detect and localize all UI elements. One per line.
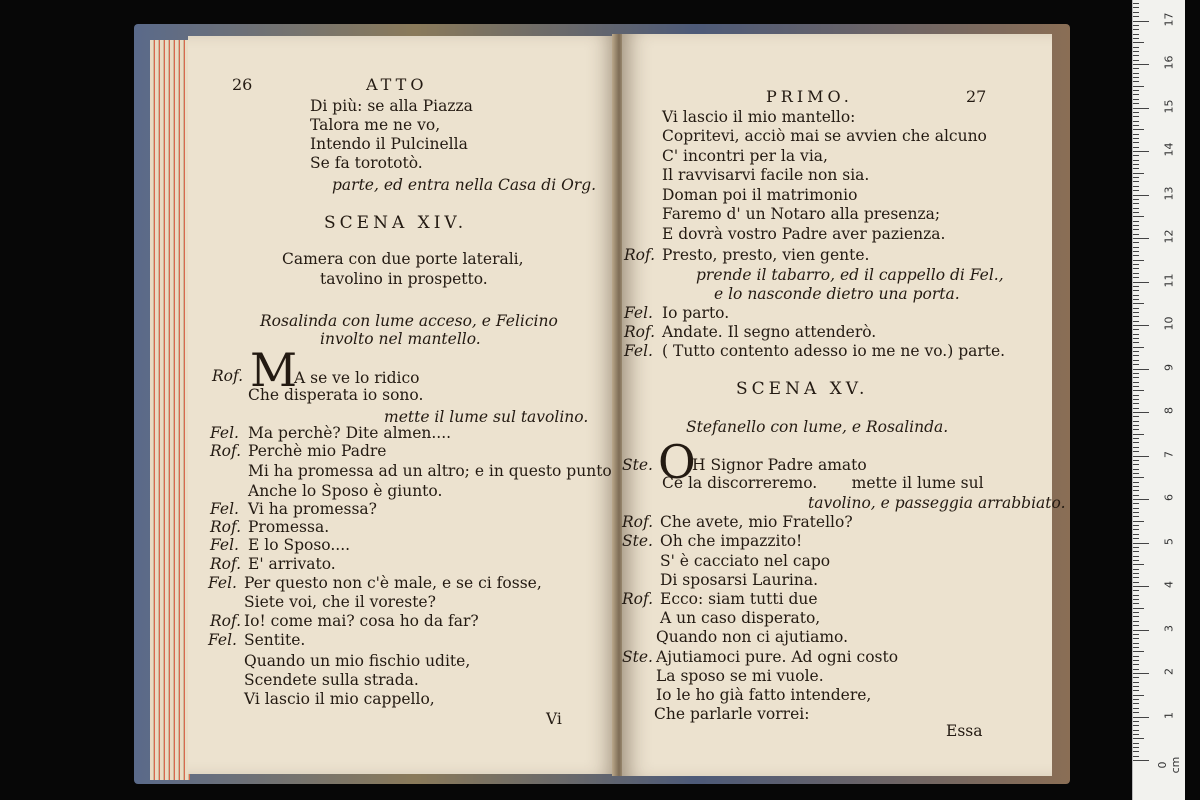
ruler-tick (1133, 560, 1139, 561)
ruler-tick (1133, 334, 1139, 335)
ruler-tick (1133, 690, 1139, 691)
right-page (622, 34, 1066, 776)
speaker: Ste. (622, 648, 653, 666)
ruler-tick (1133, 60, 1139, 61)
dialogue-line: Oh che impazzito! (660, 532, 803, 550)
characters-line: Stefanello con lume, e Rosalinda. (686, 418, 949, 436)
ruler-tick (1133, 377, 1139, 378)
ruler-tick (1133, 347, 1144, 348)
verse-line: E dovrà vostro Padre aver pazienza. (662, 225, 946, 243)
dialogue-line: Scendete sulla strada. (244, 671, 419, 689)
ruler-tick (1133, 695, 1144, 696)
ruler-label: 9 (1162, 363, 1176, 371)
scene-title: SCENA XIV. (324, 213, 468, 233)
ruler-tick (1133, 151, 1149, 152)
dialogue-line: Quando un mio fischio udite, (244, 652, 471, 670)
ruler-tick (1133, 543, 1149, 544)
ruler-tick (1133, 68, 1139, 69)
ruler-tick (1133, 416, 1139, 417)
verse-line: Copritevi, acciò mai se avvien che alcuno (662, 127, 987, 145)
left-page (188, 36, 616, 774)
running-head: ATTO (366, 75, 428, 94)
ruler-tick (1133, 268, 1139, 269)
verse-line: Di più: se alla Piazza (310, 97, 473, 115)
ruler-tick (1133, 612, 1139, 613)
ruler-tick (1133, 477, 1144, 478)
characters-line: Rosalinda con lume acceso, e Felicino (260, 312, 558, 330)
ruler-tick (1133, 229, 1139, 230)
ruler-tick (1133, 534, 1139, 535)
ruler-tick (1133, 482, 1139, 483)
ruler-tick (1133, 116, 1139, 117)
ruler-label: 7 (1162, 450, 1176, 458)
dialogue-line: Ecco: siam tutti due (660, 590, 818, 608)
ruler-tick (1133, 634, 1139, 635)
ruler-label: 16 (1162, 55, 1176, 70)
ruler-tick (1133, 42, 1144, 43)
drop-cap: M (250, 343, 298, 397)
ruler-tick (1133, 434, 1144, 435)
ruler-tick (1133, 212, 1139, 213)
ruler-tick (1133, 77, 1139, 78)
characters-line: involto nel mantello. (320, 330, 481, 348)
ruler-label: 1 (1162, 711, 1176, 719)
ruler-label: 4 (1162, 581, 1176, 588)
ruler-tick (1133, 490, 1139, 491)
ruler-tick (1133, 551, 1139, 552)
ruler-tick (1133, 721, 1139, 722)
ruler-tick (1133, 743, 1139, 744)
ruler-tick (1133, 630, 1149, 631)
ruler-tick (1133, 603, 1139, 604)
ruler-label: 0 cm (1156, 756, 1182, 774)
ruler-tick (1133, 199, 1139, 200)
drop-cap: O (658, 435, 696, 489)
ruler-tick (1133, 81, 1139, 82)
dialogue-line: Vi ha promessa? (248, 500, 377, 518)
ruler-tick (1133, 529, 1139, 530)
ruler-tick (1133, 651, 1144, 652)
ruler-tick (1133, 351, 1139, 352)
ruler-tick (1133, 3, 1139, 4)
ruler-label: 15 (1162, 99, 1176, 113)
ruler-tick (1133, 7, 1139, 8)
stage-direction: e lo nasconde dietro una porta. (714, 285, 960, 303)
dialogue-line: Che avete, mio Fratello? (660, 513, 853, 531)
ruler-tick (1133, 564, 1144, 565)
ruler-tick (1133, 369, 1149, 370)
speaker: Fel. (624, 342, 653, 360)
ruler-tick (1133, 647, 1139, 648)
ruler-label: 12 (1162, 229, 1176, 244)
setting-line: Camera con due porte laterali, (282, 250, 524, 268)
ruler-tick (1133, 708, 1139, 709)
ruler-tick (1133, 664, 1139, 665)
ruler-tick (1133, 616, 1139, 617)
dialogue-line: S' è cacciato nel capo (660, 552, 831, 570)
verse-line: Doman poi il matrimonio (662, 186, 858, 204)
dialogue-line: Andate. Il segno attenderò. (662, 323, 877, 341)
stage-direction: parte, ed entra nella Casa di Org. (332, 176, 597, 194)
dialogue-line: Che disperata io sono. (248, 386, 424, 404)
ruler-tick (1133, 142, 1139, 143)
ruler-tick (1133, 264, 1139, 265)
ruler-tick (1133, 295, 1139, 296)
ruler-tick (1133, 242, 1139, 243)
stage-direction: tavolino, e passeggia arrabbiato. (808, 494, 1066, 512)
speaker: Fel. (210, 424, 239, 442)
catchword: Vi (546, 710, 562, 728)
verse-line: C' incontri per la via, (662, 147, 828, 165)
ruler-tick (1133, 760, 1149, 761)
dialogue-line: Che parlarle vorrei: (654, 705, 810, 723)
ruler-tick (1133, 582, 1139, 583)
setting-line: tavolino in prospetto. (320, 270, 488, 288)
ruler-tick (1133, 338, 1139, 339)
ruler-tick (1133, 469, 1139, 470)
dialogue-line: Promessa. (248, 518, 330, 536)
ruler-tick (1133, 408, 1139, 409)
dialogue-line: H Signor Padre amato (692, 456, 867, 474)
ruler-tick (1133, 286, 1139, 287)
ruler-tick (1133, 47, 1139, 48)
scale-ruler (1132, 0, 1185, 800)
dialogue-line: Perchè mio Padre (248, 442, 387, 460)
ruler-tick (1133, 86, 1144, 87)
ruler-tick (1133, 342, 1139, 343)
ruler-tick (1133, 682, 1139, 683)
speaker: Ste. (622, 456, 653, 474)
ruler-tick (1133, 403, 1139, 404)
ruler-label: 3 (1162, 624, 1176, 632)
ruler-tick (1133, 525, 1139, 526)
ruler-tick (1133, 677, 1139, 678)
dialogue-line: A se ve lo ridico (294, 369, 420, 387)
ruler-tick (1133, 399, 1139, 400)
ruler-tick (1133, 586, 1149, 587)
stage-direction: mette il lume sul tavolino. (384, 408, 589, 426)
speaker: Rof. (622, 513, 654, 531)
dialogue-line: Io parto. (662, 304, 730, 322)
verse-line: Il ravvisarvi facile non sia. (662, 166, 870, 184)
ruler-tick (1133, 260, 1144, 261)
verse-line: Faremo d' un Notaro alla presenza; (662, 205, 941, 223)
ruler-tick (1133, 186, 1139, 187)
ruler-tick (1133, 547, 1139, 548)
ruler-tick (1133, 390, 1144, 391)
ruler-label: 10 (1162, 316, 1176, 331)
ruler-tick (1133, 225, 1139, 226)
ruler-tick (1133, 556, 1139, 557)
ruler-tick (1133, 512, 1139, 513)
speaker: Rof. (622, 590, 654, 608)
ruler-tick (1133, 373, 1139, 374)
ruler-tick (1133, 643, 1139, 644)
ruler-tick (1133, 756, 1139, 757)
ruler-label: 8 (1162, 407, 1176, 414)
ruler-tick (1133, 734, 1139, 735)
ruler-tick (1133, 738, 1144, 739)
ruler-tick (1133, 64, 1149, 65)
ruler-tick (1133, 751, 1139, 752)
page-number: 26 (232, 75, 253, 94)
ruler-tick (1133, 577, 1139, 578)
ruler-tick (1133, 108, 1149, 109)
ruler-tick (1133, 521, 1144, 522)
ruler-tick (1133, 686, 1139, 687)
speaker: Ste. (622, 532, 653, 550)
running-head: PRIMO. (766, 87, 853, 106)
ruler-tick (1133, 447, 1139, 448)
ruler-tick (1133, 216, 1144, 217)
ruler-tick (1133, 608, 1144, 609)
ruler-tick (1133, 421, 1139, 422)
ruler-tick (1133, 190, 1139, 191)
speaker: Fel. (208, 631, 237, 649)
ruler-tick (1133, 703, 1139, 704)
dialogue-line: E' arrivato. (248, 555, 336, 573)
dialogue-line: Io! come mai? cosa ho da far? (244, 612, 479, 630)
ruler-tick (1133, 168, 1139, 169)
ruler-tick (1133, 382, 1139, 383)
verse-line: Talora me ne vo, (310, 116, 441, 134)
ruler-tick (1133, 312, 1139, 313)
ruler-tick (1133, 699, 1139, 700)
ruler-tick (1133, 25, 1139, 26)
speaker: Fel. (210, 500, 239, 518)
ruler-tick (1133, 364, 1139, 365)
ruler-tick (1133, 112, 1139, 113)
ruler-tick (1133, 238, 1149, 239)
ruler-tick (1133, 717, 1149, 718)
ruler-tick (1133, 21, 1149, 22)
ruler-tick (1133, 290, 1139, 291)
ruler-tick (1133, 590, 1139, 591)
ruler-tick (1133, 16, 1139, 17)
ruler-tick (1133, 234, 1139, 235)
ruler-tick (1133, 247, 1139, 248)
ruler-tick (1133, 129, 1144, 130)
ruler-tick (1133, 442, 1139, 443)
ruler-tick (1133, 499, 1149, 500)
ruler-tick (1133, 221, 1139, 222)
ruler-tick (1133, 621, 1139, 622)
ruler-tick (1133, 34, 1139, 35)
ruler-tick (1133, 177, 1139, 178)
ruler-tick (1133, 503, 1139, 504)
ruler-tick (1133, 569, 1139, 570)
ruler-tick (1133, 277, 1139, 278)
ruler-tick (1133, 656, 1139, 657)
ruler-tick (1133, 747, 1139, 748)
ruler-tick (1133, 355, 1139, 356)
dialogue-line: E lo Sposo.... (248, 536, 351, 554)
verse-line: Intendo il Pulcinella (310, 135, 468, 153)
ruler-tick (1133, 94, 1139, 95)
ruler-tick (1133, 125, 1139, 126)
ruler-label: 2 (1162, 668, 1176, 675)
ruler-tick (1133, 730, 1139, 731)
ruler-tick (1133, 55, 1139, 56)
ruler-tick (1133, 473, 1139, 474)
dialogue-line: Vi lascio il mio cappello, (244, 690, 435, 708)
dialogue-line: Anche lo Sposo è giunto. (248, 482, 443, 500)
dialogue-line: Ma perchè? Dite almen.... (248, 424, 452, 442)
speaker: Rof. (210, 612, 242, 630)
ruler-label: 11 (1162, 273, 1176, 287)
ruler-tick (1133, 73, 1139, 74)
ruler-tick (1133, 429, 1139, 430)
ruler-tick (1133, 573, 1139, 574)
ruler-tick (1133, 595, 1139, 596)
ruler-tick (1133, 134, 1139, 135)
ruler-tick (1133, 103, 1139, 104)
ruler-tick (1133, 669, 1139, 670)
ruler-tick (1133, 673, 1149, 674)
dialogue-line: A un caso disperato, (660, 609, 821, 627)
ruler-tick (1133, 360, 1139, 361)
ruler-tick (1133, 173, 1144, 174)
dialogue-line: Quando non ci ajutiamo. (656, 628, 849, 646)
ruler-label: 5 (1162, 537, 1176, 545)
ruler-tick (1133, 282, 1149, 283)
ruler-tick (1133, 712, 1139, 713)
speaker: Rof. (210, 555, 242, 573)
dialogue-line: Ajutiamoci pure. Ad ogni costo (656, 648, 899, 666)
dialogue-line: Presto, presto, vien gente. (662, 246, 870, 264)
verse-line: Vi lascio il mio mantello: (662, 108, 856, 126)
ruler-tick (1133, 451, 1139, 452)
ruler-tick (1133, 460, 1139, 461)
ruler-tick (1133, 51, 1139, 52)
dialogue-line: Mi ha promessa ad un altro; e in questo punto (248, 462, 612, 480)
ruler-tick (1133, 164, 1139, 165)
ruler-tick (1133, 456, 1149, 457)
page-edges (150, 40, 190, 780)
ruler-tick (1133, 316, 1139, 317)
ruler-tick (1133, 321, 1139, 322)
dialogue-line: Io le ho già fatto intendere, (656, 686, 872, 704)
speaker: Rof. (210, 442, 242, 460)
ruler-tick (1133, 412, 1149, 413)
ruler-tick (1133, 329, 1139, 330)
ruler-tick (1133, 208, 1139, 209)
ruler-tick (1133, 121, 1139, 122)
ruler-tick (1133, 138, 1139, 139)
dialogue-line: Ce la discorreremo. mette il lume sul (662, 474, 984, 492)
ruler-tick (1133, 599, 1139, 600)
speaker: Rof. (212, 367, 244, 385)
dialogue-line: Di sposarsi Laurina. (660, 571, 818, 589)
scene-title: SCENA XV. (736, 379, 869, 399)
ruler-tick (1133, 516, 1139, 517)
ruler-label: 14 (1162, 142, 1176, 157)
ruler-tick (1133, 303, 1144, 304)
speaker: Fel. (624, 304, 653, 322)
speaker: Fel. (208, 574, 237, 592)
speaker: Rof. (624, 323, 656, 341)
ruler-tick (1133, 625, 1139, 626)
ruler-tick (1133, 99, 1139, 100)
ruler-tick (1133, 160, 1139, 161)
ruler-tick (1133, 203, 1139, 204)
dialogue-line: Siete voi, che il voreste? (244, 593, 436, 611)
ruler-label: 6 (1162, 494, 1176, 501)
dialogue-line: ( Tutto contento adesso io me ne vo.) parte. (662, 342, 1006, 360)
ruler-tick (1133, 299, 1139, 300)
speaker: Fel. (210, 536, 239, 554)
page-number: 27 (966, 87, 987, 106)
ruler-tick (1133, 195, 1149, 196)
ruler-tick (1133, 386, 1139, 387)
verse-line: Se fa torototò. (310, 154, 423, 172)
ruler-tick (1133, 395, 1139, 396)
ruler-tick (1133, 147, 1139, 148)
ruler-tick (1133, 508, 1139, 509)
stage-direction: prende il tabarro, ed il cappello di Fel., (696, 266, 1004, 284)
ruler-tick (1133, 90, 1139, 91)
catchword: Essa (946, 722, 983, 740)
ruler-tick (1133, 308, 1139, 309)
ruler-tick (1133, 29, 1139, 30)
ruler-label: 13 (1162, 186, 1176, 200)
speaker: Rof. (624, 246, 656, 264)
ruler-tick (1133, 251, 1139, 252)
speaker: Rof. (210, 518, 242, 536)
ruler-tick (1133, 425, 1139, 426)
ruler-tick (1133, 255, 1139, 256)
ruler-tick (1133, 273, 1139, 274)
ruler-tick (1133, 438, 1139, 439)
ruler-tick (1133, 181, 1139, 182)
ruler-tick (1133, 495, 1139, 496)
ruler-tick (1133, 486, 1139, 487)
ruler-tick (1133, 638, 1139, 639)
ruler-tick (1133, 155, 1139, 156)
ruler-tick (1133, 12, 1139, 13)
ruler-tick (1133, 325, 1149, 326)
ruler-tick (1133, 464, 1139, 465)
ruler-tick (1133, 538, 1139, 539)
ruler-tick (1133, 725, 1139, 726)
dialogue-line: La sposo se mi vuole. (656, 667, 824, 685)
dialogue-line: Sentite. (244, 631, 306, 649)
dialogue-line: Per questo non c'è male, e se ci fosse, (244, 574, 542, 592)
ruler-tick (1133, 38, 1139, 39)
ruler-tick (1133, 660, 1139, 661)
ruler-label: 17 (1162, 12, 1176, 26)
